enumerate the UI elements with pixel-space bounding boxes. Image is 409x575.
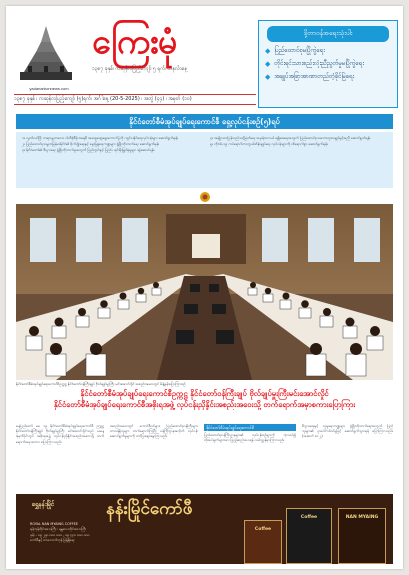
article2-column-1 — [16, 424, 104, 492]
coffee-pack-image: NAN MYAING — [338, 508, 386, 564]
diamond-bullet-icon: ◆ — [265, 46, 271, 55]
headline-line: နိုင်ငံတော်စီမံအုပ်ချုပ်ရေးကောင်စီအစိုးရအဖွဲ့ လုပ်ငန်းညှိနှိုင်းအစည်းအဝေးသို့ တက်ရောက်အမှာစကားပြောကြား — [53, 400, 356, 409]
article1-banner: နိုင်ငံတော်စီမံအုပ်ချုပ်ရေးကောင်စီ ရှေ့လုပ်ငန်းစဉ်(၅)ရပ် — [16, 114, 393, 129]
dateline: ၁၃၈၇ ခုနှစ်၊ ကဆုန်လပြည့်ကျော် ၅ ရက်၊ တနင်္လာနေ့ — [92, 66, 188, 72]
article2-column-3 — [204, 424, 296, 492]
paragraph: ပြည်ထောင်စုဝန်ကြီးဌာနများ၏ လုပ်ငန်းစဉ်များကို သုံးသပ်၍ လိုအပ်ချက်များအား ဖြည့်ဆည်းပေးရန် လမ်းညွှန်မှာကြားသည်။ — [204, 433, 296, 443]
ad-line: ကော်ဖီနှင့် စားသောက်ကုန် ဖြန့်ချိရေး — [30, 538, 75, 543]
coffee-advertisement — [16, 494, 393, 564]
diamond-bullet-icon: ◆ — [265, 59, 271, 68]
site-url: yadanarbonnews.com — [29, 86, 69, 91]
paragraph: အစည်းအဝေးတွင် ကောင်စီဝင်များ၊ ပြည်ထောင်စုဝန်ကြီးများ၊ တာဝန်ရှိသူများ တက်ရောက်ကြပြီး ဝန်ကြီးဌာနအလိုက် လုပ်ငန်းဆောင်ရွက်မှုများကို တင်ပြဆွေးနွေးကြသည်။ — [110, 424, 198, 439]
paragraph: ၁။ လွတ်လပ်ပြီး တရားမျှတသော ပါတီစုံဒီမိုကရေစီ အထွေထွေရွေးကောက်ပွဲကို ကျင်းပနိုင်ရေးလုပ်ငန်းများ ဆောင်ရွက်ရန်။ — [22, 136, 179, 140]
ad-title: နန်းမြိုင်ကော်ဖီ — [106, 499, 193, 519]
slogans-box — [258, 20, 398, 108]
ad-line: ROYAL NAN MYAING COFFEE — [30, 522, 78, 526]
ad-brand: ရွှေနန်းမြိုင် — [32, 501, 55, 508]
state-emblem-icon — [198, 191, 212, 203]
slogan-item: ◆ အချုပ်အခြာအာဏာတည်တံ့ခိုင်မြဲရေး — [265, 72, 355, 81]
article1-body — [16, 132, 393, 188]
paragraph: ၃။ နိုင်ငံတော်၏ စီးပွားရေး ဖွံ့ဖြိုးတိုးတက်မှုအတွက် ပြည်တွင်းနှင့် ပြည်ပ ရင်းနှီးမြှုပ်နှံမှုများ ဆွဲဆောင်ရန်။ — [22, 148, 155, 153]
paragraph: စီးပွားရေးနှင့် လူမှုရေးကဏ္ဍများ ဖွံ့ဖြိုးတိုးတက်ရေးအတွက် ပြည်သူများ၏ ပူးပေါင်းပါဝင်မှုဖြင့် ဆောင်ရွက်သွားရန် ပြောကြားသည်။ (အဆက် စာ ၂) — [302, 424, 393, 439]
diamond-bullet-icon: ◆ — [265, 72, 271, 81]
newspaper-front-page — [6, 6, 403, 569]
article1-column-right — [210, 136, 386, 148]
coffee-pack-image: Coffee — [286, 508, 332, 564]
article1-column-left — [22, 136, 198, 155]
ad-line: ရန်ကုန်တိုင်းဒေသကြီး ၊ မန္တလေးတိုင်းဒေသကြီး — [30, 527, 87, 532]
pagoda-logo-icon — [18, 22, 74, 82]
article2-column-4 — [302, 424, 393, 492]
paragraph: ၂။ ပြည်ထောင်စုသမ္မတမြန်မာနိုင်ငံ၏ စိုက်ပျိုးရေးနှင့် မွေးမြူရေးကဏ္ဍများ ဖွံ့ဖြိုးတိုးတက်ရေး ဆောင်ရွက်ရန်။ — [22, 142, 160, 147]
article2-headline — [16, 388, 393, 410]
slogans-heading: ဒို့တာဝန်အရေးသုံးပါး — [267, 26, 389, 42]
meeting-photo — [16, 204, 393, 380]
paragraph: နေပြည်တော် မေ ၁၉ နိုင်ငံတော်စီမံအုပ်ချုပ်ရေးကောင်စီ ဥက္ကဋ္ဌ နိုင်ငံတော်ဝန်ကြီးချုပ် ဗိုလ်ချုပ်မှူးကြီး မင်းအောင်လှိုင်သည် ယနေ့နံနက်ပိုင်းတွင် အစိုးရအဖွဲ့ လုပ်ငန်းညှိနှိုင်းအစည်းအဝေးသို့ တက်ရောက်အမှာစကား ပြောကြားသည်။ — [16, 424, 104, 444]
paragraph: ၅။ ကိုဗစ်-၁၉ ကပ်ရောဂါကာကွယ်ထိန်းချုပ်ရေး လုပ်ငန်းများကို ထိရောက်စွာ ဆောင်ရွက်ရန်။ — [210, 142, 328, 147]
ad-text — [30, 522, 240, 544]
paragraph: ၄။ အမျိုးသားပြန်လည်သင့်မြတ်ရေး အမှန်တကယ် ရရှိစေရေးအတွက် ပြည်ထောင်စုသဘောတူစာချုပ်နှင့်အညီ ဆောင်ရွက်ရန်။ — [210, 136, 371, 140]
slogan-item: ◆ တိုင်းရင်းသားစည်းလုံးညီညွတ်မှုမပြိုကွဲရေး — [265, 59, 364, 68]
photo-caption: နိုင်ငံတော်စီမံအုပ်ချုပ်ရေးကောင်စီဥက္ကဋ္ဌ နိုင်ငံတော်ဝန်ကြီးချုပ် ဗိုလ်ချုပ်မှူးကြီး မင်းအောင်လှိုင် အစည်းအဝေးတွင် မိန့်ခွန်းပြောကြားစဉ် — [16, 382, 186, 386]
issue-line: ၁၃၈၇ ခုနှစ် ၊ ကဆုန်လပြည့်ကျော် (၅)ရက်၊ အင်္ဂါနေ့ (20-5-2025) ၊ အတွဲ (၄၄) ၊ အမှတ် (၁၀) — [14, 94, 256, 105]
slogan-item: ◆ ပြည်ထောင်စုမပြိုကွဲရေး — [265, 46, 325, 55]
ad-line: ဖုန်း - ၀၉ ၂၅၀ ၀၀၀ ၀၀၀ , ၀၉ ၄၄၀ ၀၀၀ ၀၀၀ — [30, 532, 90, 537]
article2-column-2 — [110, 424, 198, 492]
newspaper-title: ကြေးမုံ — [92, 22, 177, 62]
coffee-pack-image: Coffee — [244, 520, 282, 564]
headline-line: နိုင်ငံတော်စီမံအုပ်ချုပ်ရေးကောင်စီဥက္ကဋ္ဌ နိုင်ငံတော်ဝန်ကြီးချုပ် ဗိုလ်ချုပ်မှူးကြီးမင်းအောင်လှိုင် — [80, 389, 329, 398]
article2-subhead: နိုင်ငံတော်စီမံအုပ်ချုပ်ရေးကောင်စီ — [204, 424, 296, 431]
